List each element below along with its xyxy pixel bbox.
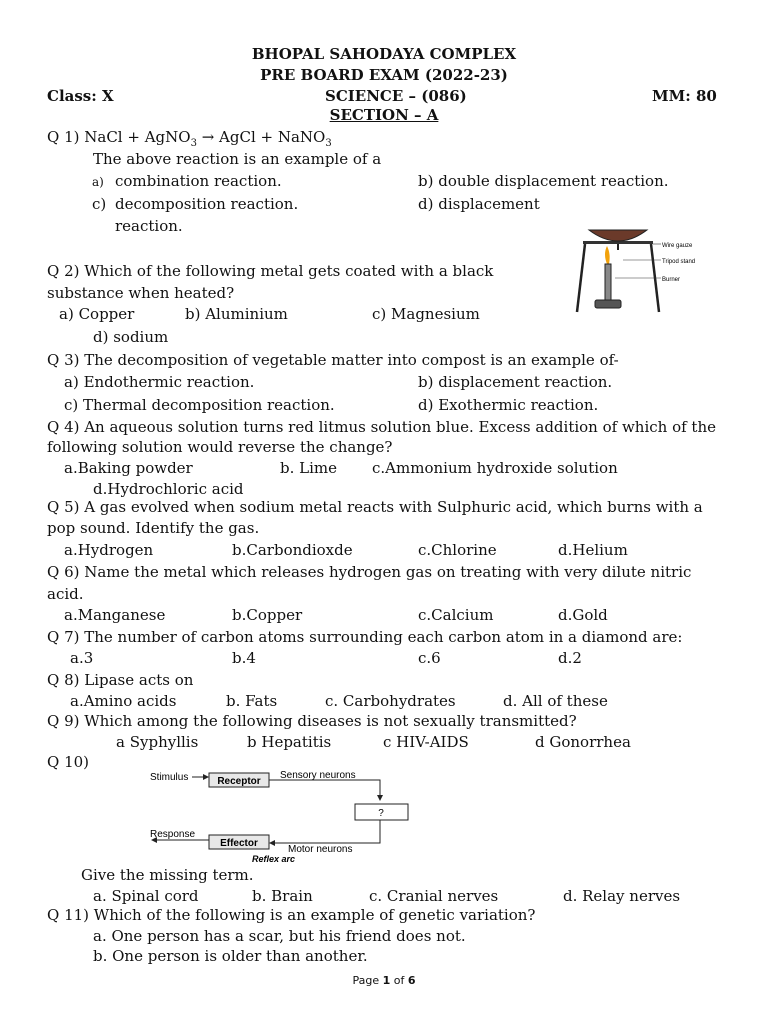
q1-eq-left: NaCl + AgNO (84, 128, 191, 146)
q4-option-d: d.Hydrochloric acid (93, 480, 244, 498)
q1-equation (47, 127, 332, 147)
q1-option-d: d) displacement (418, 195, 540, 213)
q4-option-b: b. Lime (280, 459, 337, 477)
q10-option-c: c. Cranial nerves (369, 887, 499, 905)
q9-option-c: c HIV-AIDS (383, 733, 469, 751)
q6-option-b: b.Copper (232, 606, 303, 624)
q6-option-a: a.Manganese (64, 606, 166, 624)
tripod-label: Tripod stand (662, 259, 696, 265)
q8-option-c: c. Carbohydrates (325, 692, 456, 710)
q2-stem-line1: Q 2) Which of the following metal gets coated with a black (47, 262, 494, 280)
q1-stem: The above reaction is an example of a (93, 150, 382, 168)
q5-option-d: d.Helium (558, 541, 628, 559)
q1-eq-sub1: 3 (190, 138, 197, 149)
q8-option-d: d. All of these (503, 692, 608, 710)
gauze-label: Wire gauze (662, 243, 693, 249)
q3-option-b: b) displacement reaction. (418, 373, 613, 391)
q5-stem-line1: Q 5) A gas evolved when sodium metal reacts with Sulphuric acid, which burns with a (47, 498, 703, 516)
q1-option-c: decomposition reaction. (115, 195, 299, 213)
tripod-leg-left (577, 244, 585, 312)
sensory-neurons-label: Sensory neurons (280, 770, 356, 781)
q1-option-a: combination reaction. (115, 172, 282, 190)
reflex-arc-caption: Reflex arc (252, 854, 296, 864)
burner-tube (605, 264, 611, 302)
q1-eq-sub2: 3 (325, 138, 332, 149)
burner-label: Burner (662, 277, 681, 283)
q7-option-c: c.6 (418, 649, 441, 667)
motor-arrow (270, 820, 380, 843)
q6-stem-line1: Q 6) Name the metal which releases hydrogen gas on treating with very dilute nitric (47, 563, 692, 581)
exam-org-title: BHOPAL SAHODAYA COMPLEX (251, 45, 517, 63)
max-marks-label: MM: 80 (652, 87, 717, 105)
sensory-arrow (269, 780, 380, 800)
q3-stem: Q 3) The decomposition of vegetable matter into compost is an example of- (47, 351, 619, 369)
stimulus-label: Stimulus (150, 772, 189, 783)
q5-option-c: c.Chlorine (418, 541, 497, 559)
q2-option-c: c) Magnesium (372, 305, 480, 323)
q2-option-a: a) Copper (59, 305, 135, 323)
subject-label: SCIENCE – (086) (325, 87, 467, 105)
motor-neurons-label: Motor neurons (288, 844, 353, 855)
q3-option-d: d) Exothermic reaction. (418, 396, 599, 414)
q4-option-a: a.Baking powder (64, 459, 193, 477)
response-label: Response (150, 829, 196, 840)
q3-option-c: c) Thermal decomposition reaction. (64, 396, 335, 414)
q5-option-b: b.Carbondioxde (232, 541, 353, 559)
page-footer (0, 971, 768, 991)
q10-number: Q 10) (47, 753, 90, 771)
q10-option-a: a. Spinal cord (93, 887, 199, 905)
flame-shape (605, 246, 610, 264)
q9-option-d: d Gonorrhea (535, 733, 631, 751)
q2-option-d: d) sodium (93, 328, 169, 346)
q2-stem-line2: substance when heated? (47, 284, 235, 302)
q7-stem: Q 7) The number of carbon atoms surrounding each carbon atom in a diamond are: (47, 628, 683, 646)
q3-option-a: a) Endothermic reaction. (64, 373, 255, 391)
q7-option-b: b.4 (232, 649, 256, 667)
q11-stem: Q 11) Which of the following is an example of genetic variation? (47, 906, 536, 924)
class-label: Class: X (47, 87, 114, 105)
reflex-arc-diagram (140, 762, 420, 868)
q1-option-c-label: c) (92, 195, 107, 213)
q10-option-d: d. Relay nerves (563, 887, 681, 905)
q9-stem: Q 9) Which among the following diseases is not sexually transmitted? (47, 712, 577, 730)
page-word: Page (352, 974, 380, 987)
of-word: of (393, 974, 405, 987)
q4-stem-line1: Q 4) An aqueous solution turns red litmus solution blue. Excess addition of which of the (47, 418, 716, 436)
burner-base (595, 300, 621, 308)
page-number: 1 (382, 974, 391, 987)
page-total: 6 (407, 974, 416, 987)
q5-option-a: a.Hydrogen (64, 541, 154, 559)
q1-option-b: b) double displacement reaction. (418, 172, 669, 190)
dish-shape (589, 230, 647, 241)
q1-number: Q 1) (47, 128, 80, 146)
q8-stem: Q 8) Lipase acts on (47, 671, 194, 689)
missing-term-mark: ? (378, 808, 384, 819)
q8-option-b: b. Fats (226, 692, 278, 710)
q8-option-a: a.Amino acids (70, 692, 177, 710)
q1-option-d-cont: reaction. (115, 217, 183, 235)
exam-title: PRE BOARD EXAM (2022-23) (260, 66, 508, 84)
q6-stem-line2: acid. (47, 585, 84, 603)
q5-stem-line2: pop sound. Identify the gas. (47, 519, 260, 537)
q10-option-b: b. Brain (252, 887, 313, 905)
q9-option-a: a Syphyllis (116, 733, 199, 751)
q7-option-a: a.3 (70, 649, 94, 667)
section-heading: SECTION – A (329, 106, 439, 124)
tripod-burner-figure (565, 220, 715, 325)
receptor-label: Receptor (217, 776, 261, 787)
q2-option-b: b) Aluminium (185, 305, 288, 323)
q4-option-c: c.Ammonium hydroxide solution (372, 459, 618, 477)
q9-option-b: b Hepatitis (247, 733, 332, 751)
q6-option-c: c.Calcium (418, 606, 494, 624)
q1-eq-right: → AgCl + NaNO (196, 128, 326, 146)
q7-option-d: d.2 (558, 649, 582, 667)
q11-option-a: a. One person has a scar, but his friend does not. (93, 927, 466, 945)
q10-stem: Give the missing term. (81, 866, 254, 884)
q4-stem-line2: following solution would reverse the change? (47, 438, 393, 456)
q6-option-d: d.Gold (558, 606, 608, 624)
effector-label: Effector (220, 838, 258, 849)
q11-option-b: b. One person is older than another. (93, 947, 368, 965)
q1-option-a-label: a) (92, 175, 104, 189)
